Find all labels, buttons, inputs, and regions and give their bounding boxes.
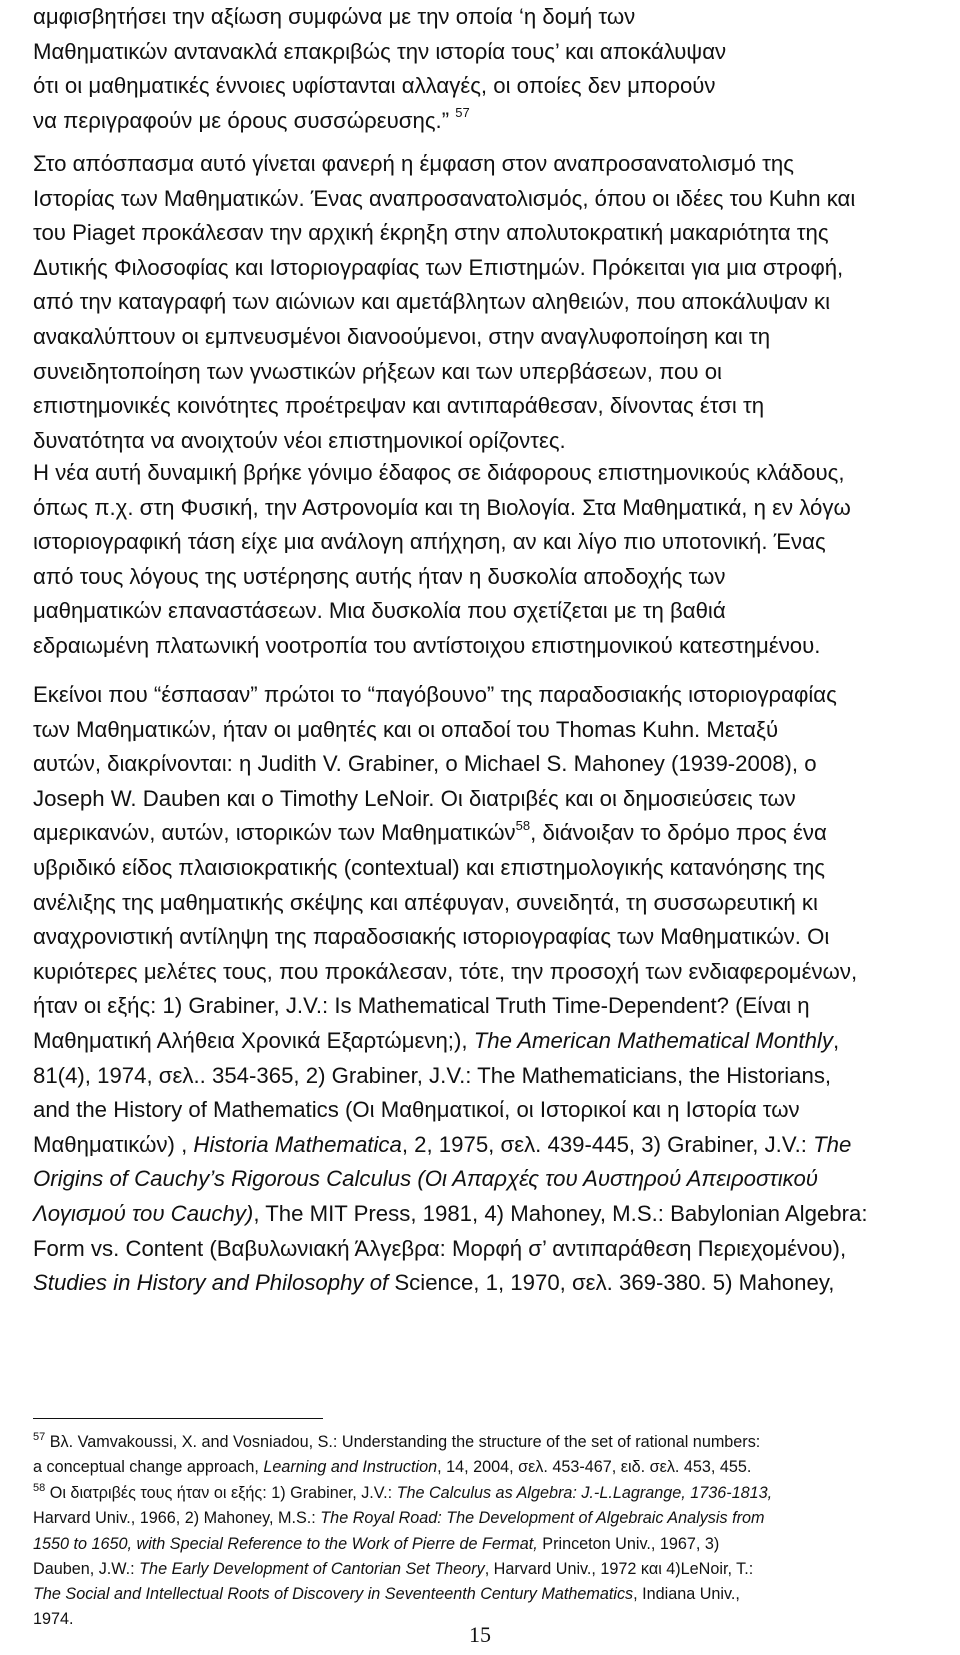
book-title: The Royal Road: The Development of Algebraic Analysis from — [320, 1509, 765, 1528]
text-line — [33, 1162, 925, 1197]
journal-title: Historia Mathematica — [193, 1131, 402, 1157]
text-line: Joseph W. Dauben και ο Timothy LeNoir. Οι διατριβές και οι δημοσιεύσεις των — [33, 785, 796, 811]
text-segment: , The MIT Press, 1981, 4) Mahoney, M.S.: Babylonian Algebra: — [253, 1200, 868, 1226]
book-title: The Calculus as Algebra: J.-L.Lagrange, 1736-1813, — [396, 1484, 773, 1502]
text-line — [33, 816, 925, 851]
text-line: Στο απόσπασμα αυτό γίνεται φανερή η έμφαση στον αναπροσανατολισμό της — [33, 151, 794, 176]
book-title: Λογισμού του Cauchy) — [33, 1200, 254, 1226]
text-line: από την καταγραφή των αιώνιων και αμετάβλητων αληθειών, που αποκάλυψαν κι — [33, 289, 831, 315]
footnote-ref-58[interactable]: 58 — [515, 817, 531, 833]
page-number: 15 — [469, 1622, 491, 1647]
text-line — [33, 1506, 925, 1531]
book-title: The — [813, 1131, 852, 1157]
text-line — [33, 1266, 925, 1301]
text-line: 1974. — [33, 1610, 74, 1629]
text-segment: να περιγραφούν με όρους συσσώρευσης.” — [33, 107, 450, 133]
book-title: Origins of Cauchy’s Rigorous Calculus (Οι Απαρχές του Αυστηρού Απειροστικού — [33, 1166, 818, 1192]
text-segment: , 14, 2004, σελ. 453-467, ειδ. σελ. 453, 455. — [437, 1458, 752, 1477]
text-segment: , διάνοιξαν το δρόμο προς ένα — [530, 820, 827, 846]
text-line: των Μαθηματικών, ήταν οι μαθητές και οι οπαδοί του Thomas Kuhn. Μεταξύ — [33, 716, 779, 742]
text-line: κυριότερες μελέτες τους, που προκάλεσαν, τότε, την προσοχή των ενδιαφερομένων, — [33, 958, 858, 984]
text-segment: Μαθηματικών) , — [33, 1131, 194, 1157]
text-line: Δυτικής Φιλοσοφίας και Ιστοριογραφίας των Επιστημών. Πρόκειται για μια στροφή, — [33, 254, 844, 280]
text-segment: Μαθηματική Αλήθεια Χρονικά Εξαρτώμενη;), — [33, 1027, 474, 1053]
text-line: αμφισβητήσει την αξίωση συμφώνα με την οποία ‘η δομή των — [33, 4, 636, 29]
text-line: δυνατότητα να ανοιχτούν νέοι επιστημονικοί ορίζοντες. — [33, 427, 566, 453]
text-line: Η νέα αυτή δυναμική βρήκε γόνιμο έδαφος σε διάφορους επιστημονικούς κλάδους, — [33, 460, 845, 485]
text-line: συνειδητοποίηση των γνωστικών ρήξεων και των υπερβάσεων, που οι — [33, 358, 722, 384]
text-segment: , — [832, 1027, 840, 1053]
journal-title: The American Mathematical Monthly — [473, 1027, 833, 1053]
text-line — [33, 1532, 925, 1557]
text-line: εδραιωμένη πλατωνική νοοτροπία του αντίστοιχου επιστημονικού κατεστημένου. — [33, 632, 821, 658]
book-title: The Early Development of Cantorian Set Theory — [139, 1559, 485, 1578]
footnote-number: 58 — [33, 1481, 46, 1494]
text-line: όπως π.χ. στη Φυσική, την Αστρονομία και τη Βιολογία. Στα Μαθηματικά, η εν λόγω — [33, 494, 851, 520]
journal-title: Studies in History and Philosophy of — [33, 1270, 389, 1296]
text-line: ότι οι μαθηματικές έννοιες υφίστανται αλλαγές, οι οποίες δεν μπορούν — [33, 73, 716, 99]
text-line: επιστημονικές κοινότητες προέτρεψαν και αντιπαράθεσαν, δίνοντας έτσι τη — [33, 393, 765, 419]
text-segment: Princeton Univ., 1967, 3) — [537, 1534, 720, 1553]
book-title: The Social and Intellectual Roots of Discovery in Seventeenth Century Mathematics — [33, 1585, 634, 1604]
book-title: 1550 to 1650, with Special Reference to the Work of Pierre de Fermat, — [33, 1534, 538, 1553]
text-segment: Science, 1, 1970, σελ. 369-380. 5) Mahoney, — [388, 1270, 835, 1296]
text-segment: αμερικανών, αυτών, ιστορικών των Μαθηματικών — [33, 820, 516, 846]
text-line: του Piaget προκάλεσαν την αρχική έκρηξη στην απολυτοκρατική μακαριότητα της — [33, 220, 829, 246]
text-segment: Οι διατριβές τους ήταν οι εξής: 1) Grabiner, J.V.: — [45, 1484, 397, 1502]
paragraph-reorientation — [33, 147, 925, 458]
text-line — [33, 1128, 925, 1163]
text-segment: Βλ. Vamvakoussi, X. and Vosniadou, S.: Understanding the structure of the set of rational numbers: — [45, 1433, 761, 1451]
text-segment: , Harvard Univ., 1972 και 4)LeNoir, T.: — [484, 1559, 754, 1578]
paragraph-quote-continuation — [33, 0, 925, 138]
text-line: αναχρονιστική αντίληψη της παραδοσιακής ιστοριογραφίας των Μαθηματικών. Οι — [33, 924, 830, 950]
text-line — [33, 1197, 925, 1232]
text-line — [33, 1430, 925, 1455]
footnote-separator — [33, 1418, 323, 1419]
text-line: Ιστορίας των Μαθηματικών. Ένας αναπροσανατολισμός, όπου οι ιδέες του Kuhn και — [33, 185, 856, 211]
text-line: ανέλιξης της μαθηματικής σκέψης και απέφυγαν, συνειδητά, τη συσσωρευτική κι — [33, 889, 818, 915]
text-segment: Harvard Univ., 1966, 2) Mahoney, M.S.: — [33, 1509, 321, 1528]
text-line: υβριδικό είδος πλαισιοκρατικής (contextual) και επιστημολογικής κατανόησης της — [33, 854, 825, 880]
text-line — [33, 1455, 925, 1480]
text-line: αυτών, διακρίνονται: η Judith V. Grabiner, ο Michael S. Mahoney (1939-2008), ο — [33, 751, 817, 777]
text-line: μαθηματικών επαναστάσεων. Μια δυσκολία που σχετίζεται με τη βαθιά — [33, 598, 726, 624]
text-segment: Dauben, J.W.: — [33, 1559, 140, 1578]
text-line: Μαθηματικών αντανακλά επακριβώς την ιστορία τους’ και αποκάλυψαν — [33, 38, 727, 64]
text-line: Form vs. Content (Βαβυλωνιακή Άλγεβρα: Μορφή σ’ αντιπαράθεση Περιεχομένου), — [33, 1235, 847, 1261]
journal-title: Learning and Instruction — [263, 1458, 438, 1477]
paragraph-kuhn-students — [33, 678, 925, 1301]
text-line — [33, 1481, 925, 1506]
footnote-number: 57 — [33, 1430, 46, 1443]
text-segment: a conceptual change approach, — [33, 1458, 264, 1477]
text-line: ήταν οι εξής: 1) Grabiner, J.V.: Is Mathematical Truth Time-Dependent? (Είναι η — [33, 993, 810, 1019]
footnote-57 — [33, 1430, 925, 1481]
footnote-58 — [33, 1481, 925, 1633]
text-line — [33, 104, 925, 139]
footnote-ref-57[interactable]: 57 — [455, 105, 470, 121]
text-segment: , Indiana Univ., — [633, 1585, 740, 1604]
text-line: από τους λόγους της υστέρησης αυτής ήταν η δυσκολία αποδοχής των — [33, 563, 726, 589]
paragraph-new-dynamic — [33, 456, 925, 664]
text-line — [33, 1024, 925, 1059]
text-segment: , 2, 1975, σελ. 439-445, 3) Grabiner, J.V.: — [401, 1131, 814, 1157]
text-line: Εκείνοι που “έσπασαν” πρώτοι το “παγόβουνο” της παραδοσιακής ιστοριογραφίας — [33, 682, 837, 707]
text-line: and the History of Mathematics (Οι Μαθηματικοί, οι Ιστορικοί και η Ιστορία των — [33, 1097, 800, 1123]
text-line — [33, 1557, 925, 1582]
text-line: ιστοριογραφική τάση είχε μια ανάλογη απήχηση, αν και λίγο πιο υποτονική. Ένας — [33, 529, 826, 555]
text-line: 81(4), 1974, σελ.. 354-365, 2) Grabiner, J.V.: The Mathematicians, the Historians, — [33, 1062, 832, 1088]
text-line: ανακαλύπτουν οι εμπνευσμένοι διανοούμενοι, στην αναγλυφοποίηση και τη — [33, 323, 771, 349]
text-line — [33, 1582, 925, 1607]
